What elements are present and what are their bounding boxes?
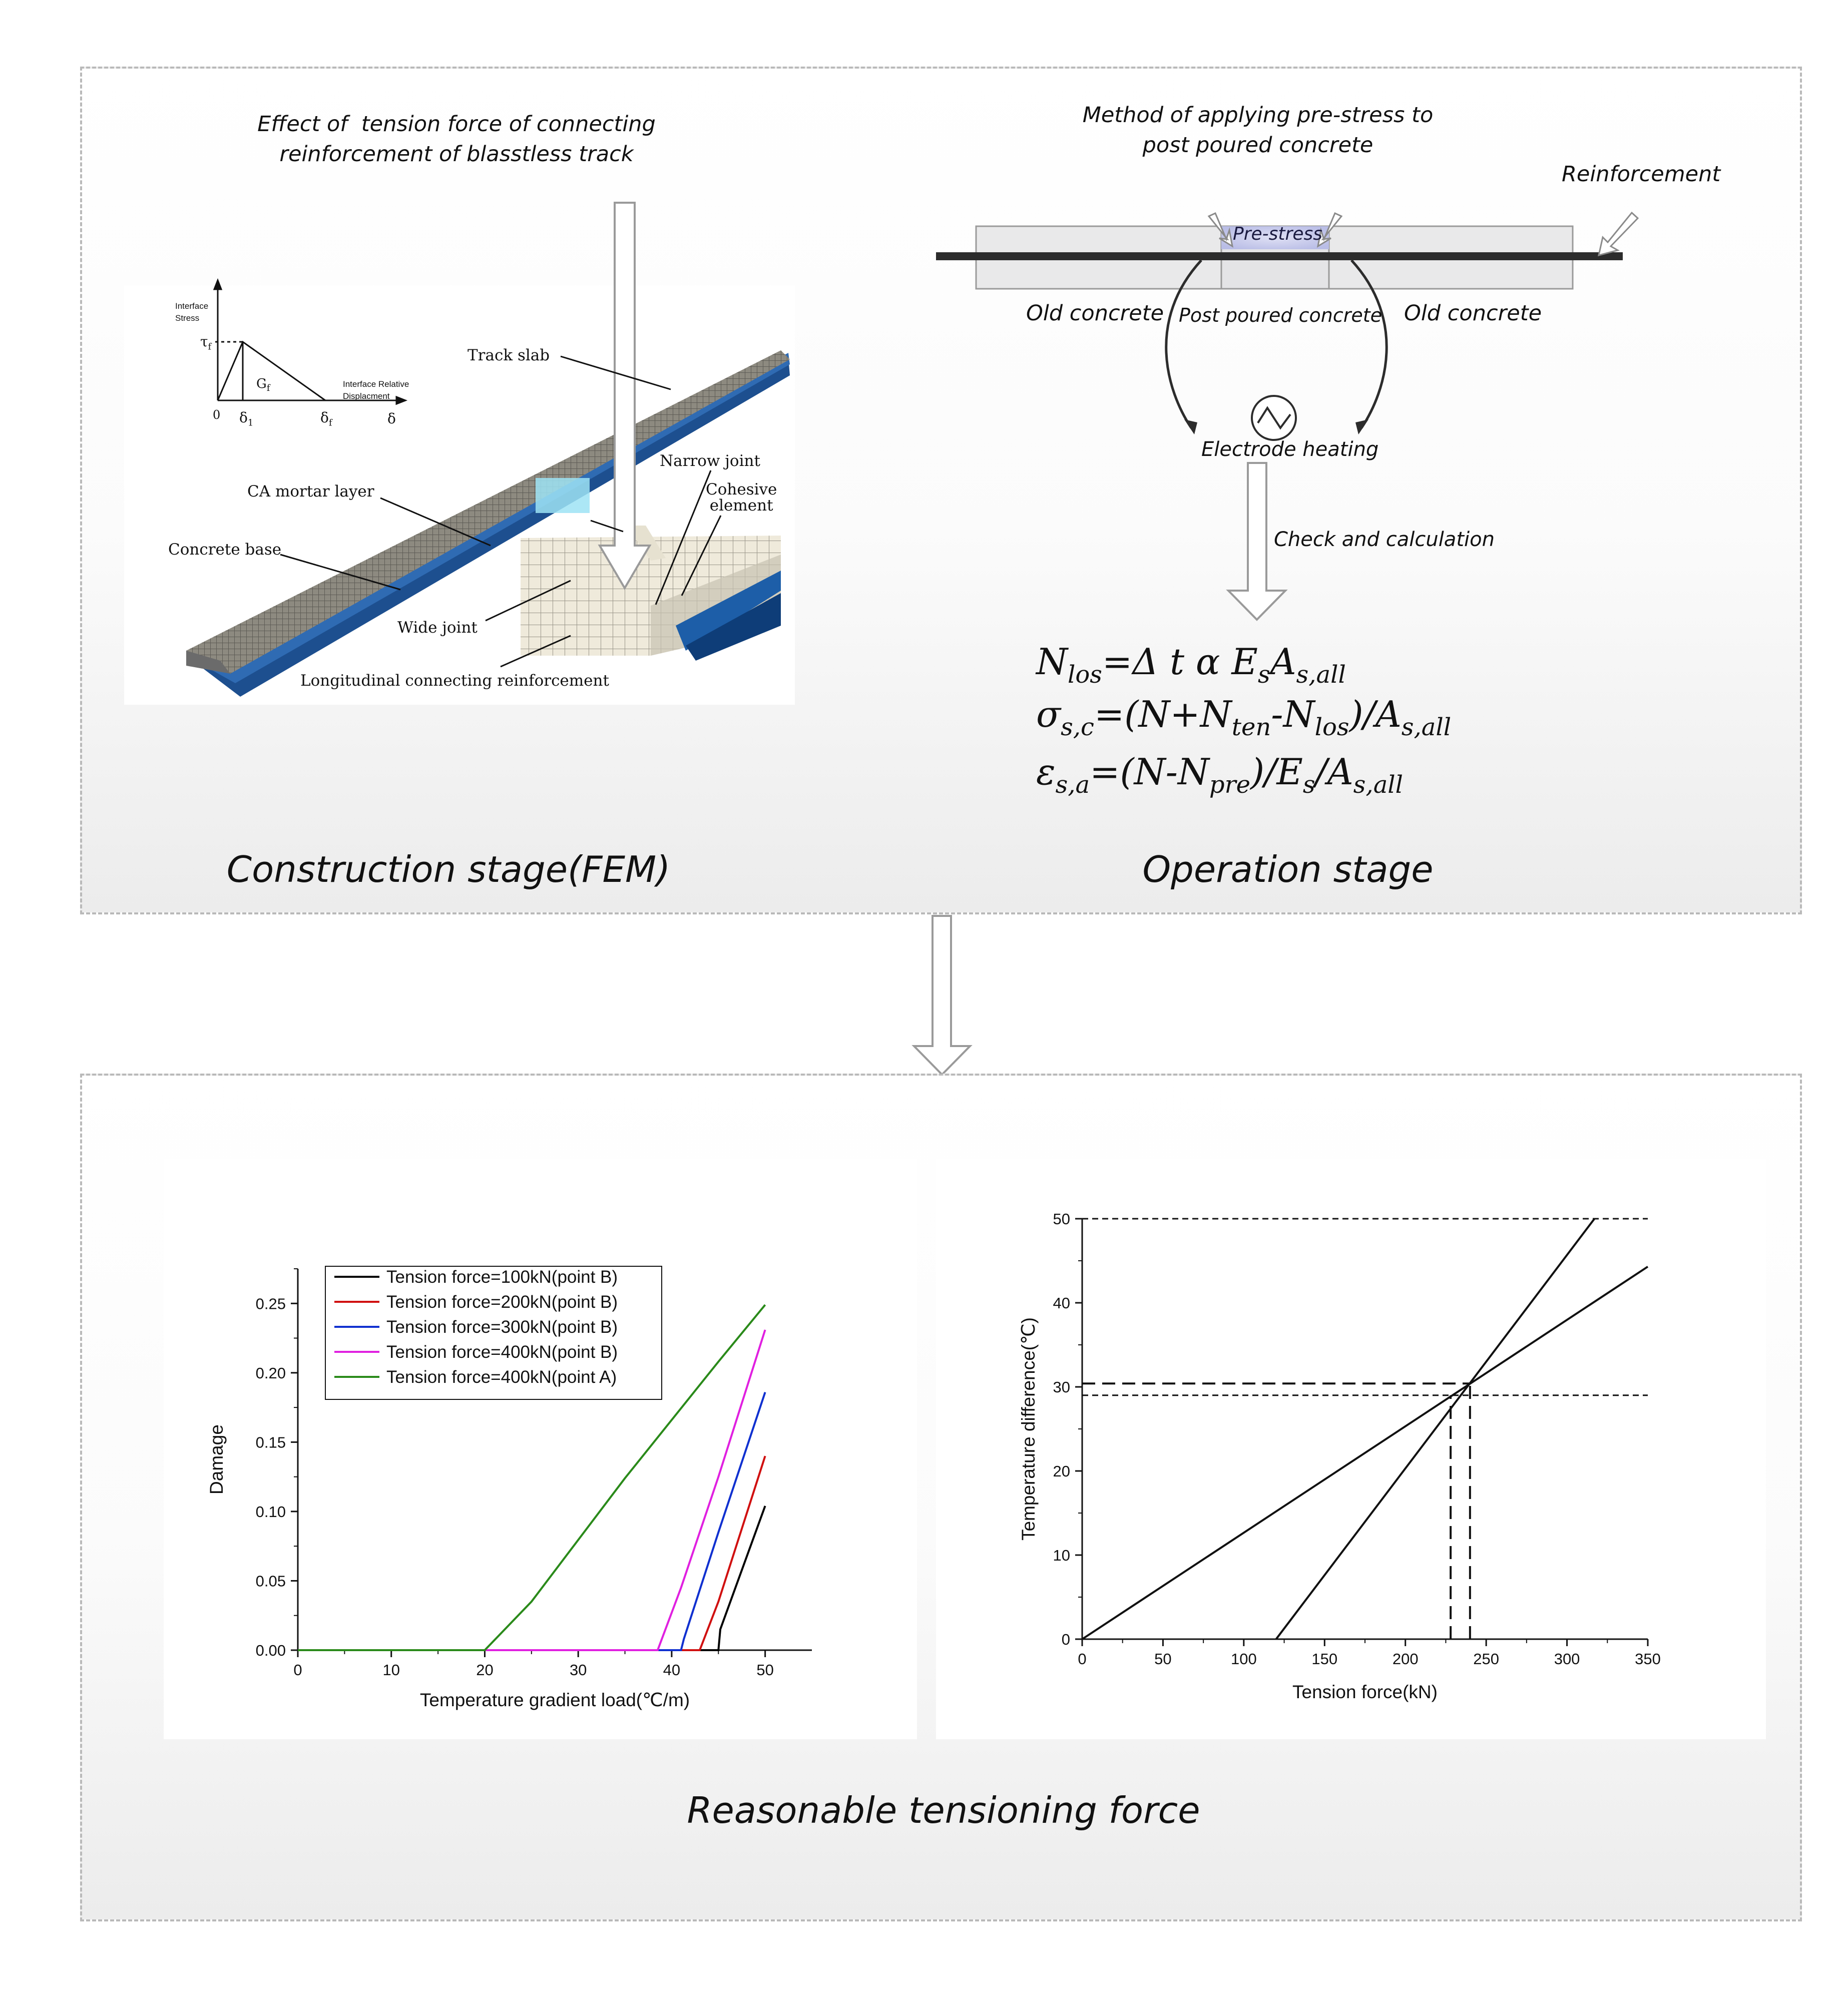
prestress-method-title-text: Method of applying pre-stress to post poured concrete: [1082, 103, 1434, 158]
damage-y-axis-label: Damage: [206, 1424, 227, 1495]
ca-mortar-label: CA mortar layer: [247, 482, 374, 501]
temp-series-line-1: [1082, 1267, 1648, 1639]
damage-x-axis-label: Temperature gradient load(℃/m): [419, 1690, 690, 1710]
temp-y-tick-label: 50: [1053, 1210, 1070, 1228]
inset-ylabel: Interface Stress: [175, 301, 209, 323]
damage-legend-label: Tension force=300kN(point B): [386, 1317, 618, 1337]
equation-epsilon: $\varepsilon_{s,a}=(N-N_{pre})/E_s/A_{s,all}$: [1036, 751, 1404, 799]
inset-df-label: $\delta_f$: [320, 409, 332, 428]
inset-zero-label: 0: [213, 408, 221, 422]
temp-x-tick-label: 250: [1473, 1650, 1500, 1668]
temp-x-tick-label: 150: [1311, 1650, 1338, 1668]
damage-x-tick-label: 40: [663, 1661, 681, 1679]
damage-y-tick-label: 0.25: [255, 1295, 286, 1313]
fem-title-text: Effect of tension force of connecting reinforcement of blasstless track: [257, 112, 656, 167]
damage-y-tick-label: 0.00: [255, 1642, 286, 1659]
old-concrete-left-label: Old concrete: [1026, 301, 1164, 326]
post-poured-label: Post poured concrete: [1179, 304, 1382, 326]
inset-gf-label: $G_f$: [256, 376, 270, 394]
temp-y-tick-label: 30: [1053, 1378, 1070, 1396]
concrete-base-label: Concrete base: [168, 541, 282, 559]
damage-legend-label: Tension force=200kN(point B): [386, 1292, 618, 1312]
narrow-joint-label: Narrow joint: [660, 452, 760, 470]
damage-x-tick-label: 20: [476, 1661, 494, 1679]
damage-x-tick-label: 10: [382, 1661, 400, 1679]
damage-y-tick-label: 0.05: [255, 1572, 286, 1590]
temp-y-tick-label: 10: [1053, 1547, 1070, 1564]
damage-y-tick-label: 0.20: [255, 1364, 286, 1382]
wide-joint-label: Wide joint: [397, 619, 478, 637]
inset-tau-label: $\tau_f$: [200, 333, 212, 352]
inset-xlabel: Interface Relative Displacment: [343, 379, 409, 401]
temp-y-tick-label: 0: [1061, 1631, 1070, 1648]
damage-legend-label: Tension force=100kN(point B): [386, 1267, 618, 1287]
longitudinal-reinforcement-label: Longitudinal connecting reinforcement: [300, 672, 609, 690]
electrode-heating-label: Electrode heating: [1201, 438, 1379, 461]
damage-x-tick-label: 30: [569, 1661, 587, 1679]
temp-x-tick-label: 350: [1635, 1650, 1661, 1668]
temp-x-tick-label: 200: [1392, 1650, 1419, 1668]
temp-y-tick-label: 20: [1053, 1462, 1070, 1480]
damage-y-tick-label: 0.10: [255, 1503, 286, 1521]
damage-legend-label: Tension force=400kN(point B): [386, 1342, 618, 1362]
temp-y-axis-label: Temperature difference(℃): [1018, 1317, 1039, 1541]
old-concrete-right-label: Old concrete: [1404, 301, 1542, 326]
damage-series-1: [298, 1506, 765, 1650]
temp-x-tick-label: 50: [1154, 1650, 1172, 1668]
damage-x-tick-label: 50: [756, 1661, 774, 1679]
temp-y-tick-label: 40: [1053, 1294, 1070, 1312]
damage-series-2: [298, 1456, 765, 1650]
temp-x-tick-label: 0: [1078, 1650, 1087, 1668]
inset-d1-label: $\delta_1$: [239, 409, 254, 428]
temp-series-line-2: [1276, 1219, 1594, 1639]
reinforcement-label: Reinforcement: [1562, 162, 1721, 187]
equation-nlos: $N_{los}=\Delta$ t α $E_sA_{s,all}$: [1036, 641, 1346, 689]
damage-series-3: [298, 1392, 765, 1650]
construction-stage-title: Construction stage(FEM): [226, 848, 671, 890]
equation-sigma: $\sigma_{s,c}=(N+N_{ten}-N_{los})/A_{s,all}$: [1036, 693, 1452, 741]
track-slab-label: Track slab: [468, 346, 550, 364]
damage-y-tick-label: 0.15: [255, 1433, 286, 1451]
reasonable-tensioning-title: Reasonable tensioning force: [687, 1789, 1200, 1831]
inset-delta-label: δ: [387, 410, 396, 427]
prestress-label: Pre-stress: [1233, 224, 1322, 244]
damage-x-tick-label: 0: [293, 1661, 302, 1679]
operation-stage-title: Operation stage: [1142, 848, 1434, 890]
cohesive-element-label: Cohesive element: [706, 480, 777, 515]
damage-legend-label: Tension force=400kN(point A): [386, 1367, 617, 1387]
temp-x-axis-label: Tension force(kN): [1292, 1682, 1438, 1702]
temp-x-tick-label: 300: [1554, 1650, 1580, 1668]
check-calculation-label: Check and calculation: [1274, 528, 1495, 551]
temp-x-tick-label: 100: [1230, 1650, 1257, 1668]
